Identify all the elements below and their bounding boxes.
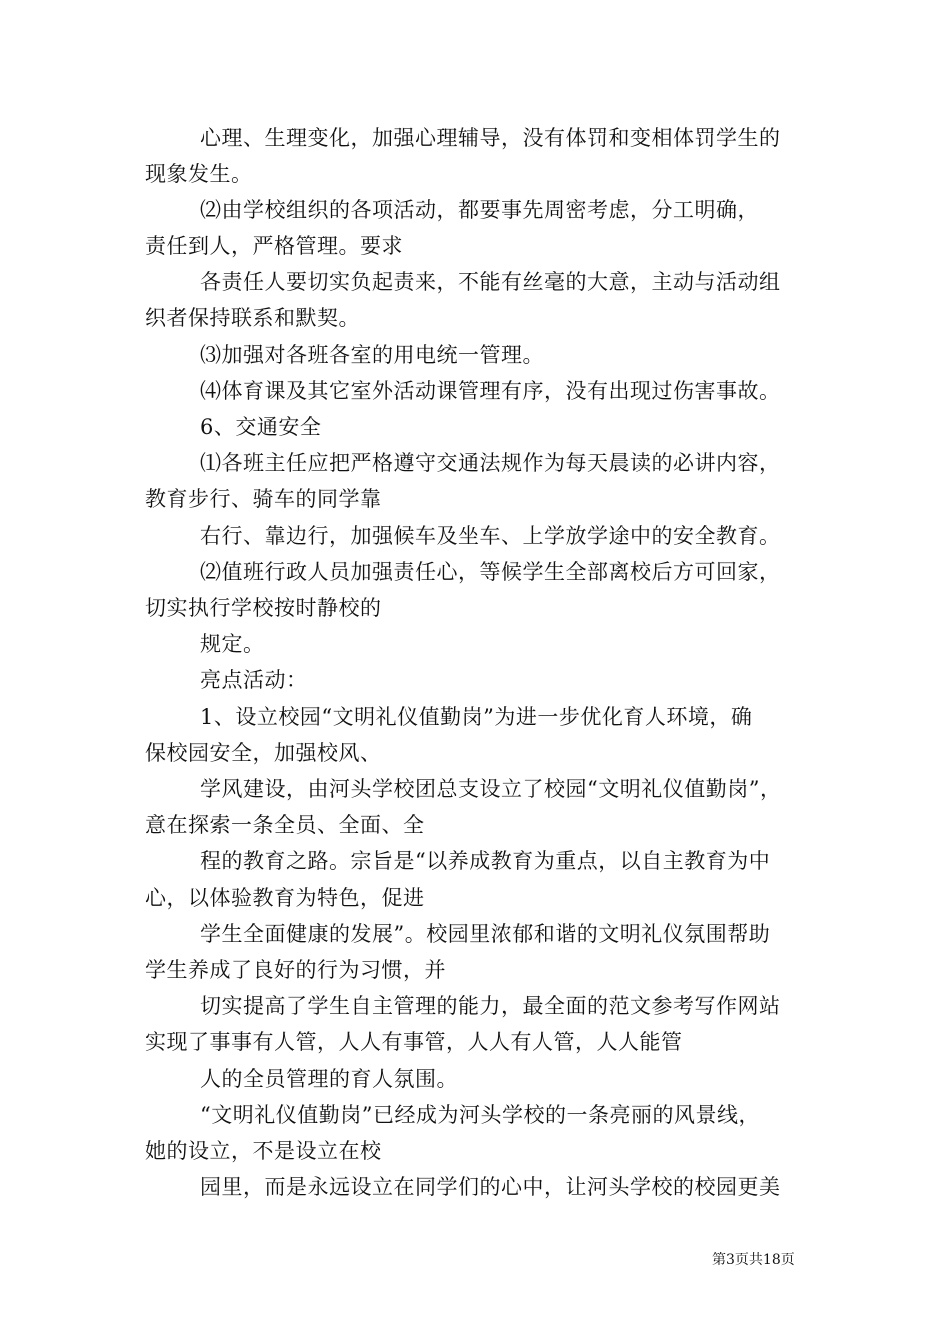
text-line: ⑷体育课及其它室外活动课管理有序，没有出现过伤害事故。 (200, 379, 781, 403)
section-heading: 6、交通安全 (200, 415, 322, 439)
page-number: 第3页共18页 (712, 1252, 795, 1268)
text-line: 园里，而是永远设立在同学们的心中，让河头学校的校园更美 (200, 1175, 781, 1199)
text-line: 教育步行、骑车的同学靠 (145, 487, 382, 511)
text-line: 保校园安全，加强校风、 (145, 741, 382, 765)
text-line: 学风建设，由河头学校团总支设立了校园“文明礼仪值勤岗”， (200, 777, 782, 801)
text-line: 各责任人要切实负起责来，不能有丝毫的大意，主动与活动组 (200, 270, 781, 294)
text-line: 学生全面健康的发展”。校园里浓郁和谐的文明礼仪氛围帮助 (200, 922, 771, 946)
text-line: ⑶加强对各班各室的用电统一管理。 (200, 343, 544, 367)
text-line: 织者保持联系和默契。 (145, 306, 360, 330)
text-line: ⑵由学校组织的各项活动，都要事先周密考虑，分工明确， (200, 198, 759, 222)
text-line: 右行、靠边行，加强候车及坐车、上学放学途中的安全教育。 (200, 524, 781, 548)
text-line: 切实提高了学生自主管理的能力，最全面的范文参考写作网站 (200, 994, 781, 1018)
text-line: 责任到人，严格管理。要求 (145, 234, 403, 258)
text-line: 程的教育之路。宗旨是“以养成教育为重点，以自主教育为中 (200, 849, 771, 873)
text-line: 现象发生。 (145, 162, 253, 186)
text-line: 心，以体验教育为特色，促进 (145, 886, 425, 910)
text-line: “文明礼仪值勤岗”已经成为河头学校的一条亮丽的风景线， (200, 1103, 760, 1127)
text-line: ⑴各班主任应把严格遵守交通法规作为每天晨读的必讲内容， (200, 451, 781, 475)
text-line: 心理、生理变化，加强心理辅导，没有体罚和变相体罚学生的 (200, 126, 781, 150)
text-line: 学生养成了良好的行为习惯，并 (145, 958, 446, 982)
text-line: 实现了事事有人管，人人有事管，人人有人管，人人能管 (145, 1030, 683, 1054)
text-line: 人的全员管理的育人氛围。 (200, 1067, 458, 1091)
text-line: 规定。 (200, 632, 265, 656)
text-line: 意在探索一条全员、全面、全 (145, 813, 425, 837)
text-line: ⑵值班行政人员加强责任心，等候学生全部离校后方可回家， (200, 560, 781, 584)
text-line: 切实执行学校按时静校的 (145, 596, 382, 620)
text-line: 1、设立校园“文明礼仪值勤岗”为进一步优化育人环境，确 (200, 705, 753, 729)
text-line: 她的设立，不是设立在校 (145, 1139, 382, 1163)
section-heading: 亮点活动： (200, 668, 308, 692)
